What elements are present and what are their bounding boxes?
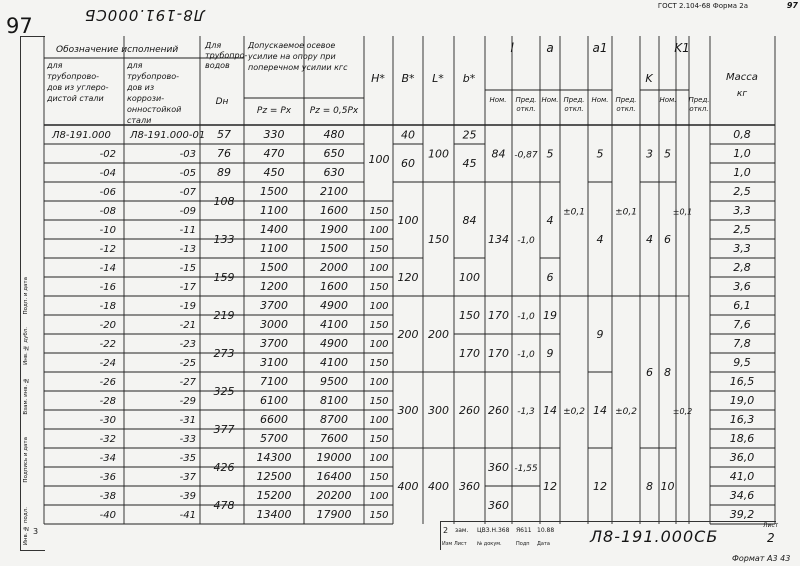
header-otkl: откл. (516, 105, 536, 113)
sidebar-label: Инв. № дубл. (23, 327, 29, 365)
force-pz-half: 4900 (320, 299, 348, 312)
b-value: 45 (462, 157, 477, 170)
designation-stainless: Л8-191.000-01 (130, 130, 206, 141)
sidebar-label: Подпись и дата (23, 437, 29, 483)
a-nom: 14 (543, 404, 557, 417)
mass-value: 18,6 (729, 432, 755, 445)
header-a1: a1 (592, 41, 608, 55)
force-pz-half: 2000 (320, 261, 348, 274)
designation-stainless: -19 (179, 301, 196, 312)
l-deviation: -1,0 (517, 312, 535, 322)
l-nom: 84 (491, 147, 506, 161)
b-star-value: 40 (401, 128, 415, 142)
force-pz-px: 3700 (260, 299, 288, 312)
b-star-value: 400 (397, 480, 419, 493)
designation-carbon: -04 (99, 168, 116, 179)
document-code: Л8-191.000СБ (590, 527, 719, 546)
k-value: 8 (646, 480, 653, 493)
force-pz-px: 1500 (260, 185, 288, 198)
a1-nom: 14 (593, 404, 607, 417)
a1-nom: 5 (596, 147, 604, 161)
header-mass: Масса (726, 72, 758, 83)
stamp-label: № докум. (477, 541, 502, 547)
header-nom: Ном. (541, 96, 559, 104)
designation-stainless: -11 (179, 225, 196, 236)
stamp-label: Подп (516, 541, 530, 547)
k-value: 6 (646, 366, 653, 379)
stamp-note: зам. (455, 527, 469, 534)
designation-stainless: -17 (179, 282, 196, 293)
header-k1: K1 (674, 41, 690, 55)
designation-carbon: -20 (99, 320, 116, 331)
force-pz-half: 8100 (320, 394, 348, 407)
h-value: 100 (369, 225, 389, 236)
dn-value: 76 (217, 147, 231, 160)
header-nom: Ном. (489, 96, 507, 104)
designation-carbon: -14 (99, 263, 116, 274)
h-value: 150 (369, 206, 389, 217)
k1-tolerance: ±0,2 (672, 407, 693, 416)
force-pz-px: 450 (263, 166, 285, 179)
header-pz-px: Pz = Px (256, 106, 292, 116)
a-nom: 5 (546, 147, 554, 161)
designation-carbon: Л8-191.000 (52, 130, 111, 141)
l-star-value: 150 (428, 233, 449, 246)
force-pz-half: 4100 (320, 318, 348, 331)
dn-value: 159 (213, 271, 235, 284)
header-k: K (645, 72, 653, 85)
l-deviation: -1,0 (517, 236, 535, 246)
header-otkl: откл. (564, 105, 584, 113)
sidebar-label: Инв. № подл. (23, 507, 29, 546)
header-pred: Пред. (615, 96, 637, 104)
designation-stainless: -05 (179, 168, 196, 179)
force-pz-half: 4900 (320, 337, 348, 350)
b-value: 170 (459, 347, 480, 360)
k-value: 4 (646, 233, 653, 246)
header-pipe-for: водов (205, 61, 230, 70)
force-pz-half: 19000 (316, 451, 352, 464)
a-nom: 19 (543, 309, 557, 322)
designation-carbon: -10 (99, 225, 116, 236)
b-value: 360 (459, 480, 480, 493)
format-label (732, 554, 790, 563)
designation-stainless: -27 (179, 377, 196, 388)
dn-value: 89 (217, 166, 231, 179)
format-extra: 43 (780, 554, 791, 563)
b-value: 25 (462, 128, 477, 142)
b-star-value: 300 (397, 404, 419, 417)
designation-stainless: -15 (179, 263, 196, 274)
l-star-value: 300 (428, 404, 449, 417)
k1-tolerance: ±0,1 (672, 207, 693, 217)
l-deviation: -0,87 (514, 150, 538, 161)
sheet-label: Лист (763, 522, 779, 529)
sidebar-label: Взам. инв. № (23, 377, 29, 415)
designation-carbon: -06 (99, 187, 116, 198)
header-stainless-steel: дов из (127, 83, 155, 92)
designation-stainless: -09 (179, 206, 196, 217)
designation-carbon: -24 (99, 358, 116, 369)
header-dn: Dн (215, 97, 229, 107)
dn-value: 377 (213, 423, 235, 436)
header-carbon-steel: для (47, 61, 63, 70)
force-pz-half: 650 (323, 147, 345, 160)
k1-nom: 5 (664, 147, 671, 161)
a-nom: 12 (543, 480, 557, 493)
header-nom: Ном. (659, 96, 677, 104)
designation-carbon: -32 (99, 434, 116, 445)
designation-stainless: -29 (179, 396, 196, 407)
header-otkl: откл. (616, 105, 636, 113)
force-pz-px: 12500 (256, 470, 292, 483)
force-pz-half: 2100 (320, 185, 348, 198)
force-pz-half: 8700 (320, 413, 348, 426)
designation-carbon: -18 (99, 301, 116, 312)
dn-value: 57 (217, 128, 231, 141)
dn-value: 219 (213, 309, 235, 322)
inverted-document-code: Л8-191.000СБ (84, 6, 206, 24)
force-pz-half: 9500 (320, 375, 348, 388)
mass-value: 34,6 (729, 489, 755, 502)
designation-stainless: -03 (179, 149, 196, 160)
stamp-notice: ЦВЗ.Н.368 (477, 527, 510, 534)
force-pz-half: 1500 (320, 242, 348, 255)
force-pz-px: 6100 (260, 394, 288, 407)
header-stainless-steel: коррози- (127, 94, 165, 103)
mass-value: 9,5 (733, 356, 751, 369)
h-value: 150 (369, 320, 389, 331)
sheet-number: 2 (767, 531, 775, 545)
header-stainless-steel: для (127, 61, 143, 70)
a1-nom: 4 (596, 233, 604, 246)
h-value: 150 (369, 358, 389, 369)
mass-value: 41,0 (729, 470, 755, 483)
header-allowed-force: Допускаемое осевое (248, 41, 336, 50)
mass-value: 39,2 (729, 508, 755, 521)
format-text: Формат А3 (732, 554, 778, 563)
force-pz-px: 1100 (260, 242, 288, 255)
a-nom: 9 (546, 347, 554, 360)
header-stainless-steel: стали (127, 116, 152, 125)
designation-stainless: -41 (179, 510, 196, 521)
h-value: 100 (369, 263, 389, 274)
force-pz-px: 470 (263, 147, 285, 160)
designation-carbon: -22 (99, 339, 116, 350)
header-h: H* (371, 72, 385, 85)
k-value: 3 (646, 147, 653, 161)
mass-value: 6,1 (733, 299, 751, 312)
l-nom: 360 (488, 499, 509, 512)
force-pz-half: 630 (323, 166, 345, 179)
l-nom: 170 (488, 347, 509, 360)
designation-carbon: -40 (99, 510, 116, 521)
mass-value: 1,0 (733, 147, 751, 160)
a-tolerance: ±0,2 (563, 407, 585, 417)
designation-carbon: -02 (99, 149, 116, 160)
header-l-star: L* (432, 72, 444, 85)
l-nom: 260 (488, 404, 509, 417)
force-pz-px: 330 (263, 128, 285, 141)
gost-label: ГОСТ 2.104-68 Форма 2а (657, 2, 748, 10)
dn-value: 108 (213, 195, 235, 208)
header-stainless-steel: онностойкой (127, 105, 182, 114)
dn-value: 325 (213, 385, 235, 398)
h-value: 100 (369, 453, 389, 464)
force-pz-px: 1200 (260, 280, 288, 293)
header-allowed-force: усилие на опору при (248, 52, 336, 61)
designation-carbon: -16 (99, 282, 116, 293)
header-pipe-for: трубопро- (205, 51, 248, 60)
l-nom: 170 (488, 309, 509, 322)
header-allowed-force: поперечном усилии кгс (248, 63, 348, 72)
header-pipe-for: Для (205, 41, 222, 50)
designation-stainless: -21 (179, 320, 196, 331)
mass-value: 19,0 (729, 394, 755, 407)
b-star-value: 120 (397, 271, 419, 284)
mass-value: 2,5 (733, 223, 751, 236)
stamp-label: Лист (454, 541, 467, 547)
designation-stainless: -07 (179, 187, 196, 198)
force-pz-px: 1400 (260, 223, 288, 236)
mass-value: 1,0 (733, 166, 751, 179)
b-star-value: 200 (397, 328, 419, 341)
mass-value: 7,6 (733, 318, 751, 331)
mass-value: 36,0 (729, 451, 755, 464)
h-value: 100 (369, 339, 389, 350)
designation-stainless: -33 (179, 434, 196, 445)
dn-value: 478 (213, 499, 235, 512)
l-deviation: -1,55 (514, 464, 538, 474)
h-value: 150 (369, 282, 389, 293)
force-pz-half: 17900 (316, 508, 352, 521)
designation-carbon: -28 (99, 396, 116, 407)
h-value: 150 (369, 396, 389, 407)
header-carbon-steel: дистой стали (47, 94, 104, 103)
dn-value: 133 (213, 233, 235, 246)
header-a: a (546, 41, 554, 55)
header-otkl: откл. (689, 105, 709, 113)
sidebar-value: 3 (33, 527, 39, 536)
designation-stainless: -25 (179, 358, 196, 369)
b-star-value: 60 (401, 157, 415, 170)
corner-page-number: 97 (786, 1, 798, 10)
table-text (46, 41, 758, 521)
k1-nom: 8 (664, 366, 671, 379)
header-l: l (510, 41, 514, 55)
a-nom: 6 (546, 271, 554, 284)
designation-carbon: -26 (99, 377, 116, 388)
header-designation: Обозначение исполнений (56, 45, 179, 55)
mass-value: 7,8 (733, 337, 751, 350)
designation-carbon: -38 (99, 491, 116, 502)
h-value: 100 (369, 301, 389, 312)
h-value: 100 (369, 377, 389, 388)
b-value: 84 (462, 214, 477, 227)
a-nom: 4 (546, 214, 554, 227)
designation-stainless: -13 (179, 244, 196, 255)
designation-carbon: -30 (99, 415, 116, 426)
force-pz-half: 1600 (320, 280, 348, 293)
force-pz-px: 1500 (260, 261, 288, 274)
b-value: 260 (459, 404, 480, 417)
force-pz-px: 7100 (260, 375, 288, 388)
l-nom: 134 (488, 233, 509, 246)
designation-carbon: -12 (99, 244, 116, 255)
header-pz-half: Pz = 0,5Px (309, 106, 359, 116)
force-pz-px: 3700 (260, 337, 288, 350)
h-value: 100 (369, 415, 389, 426)
force-pz-half: 20200 (316, 489, 352, 502)
force-pz-half: 7600 (320, 432, 348, 445)
b-star-value: 100 (397, 214, 419, 227)
header-kg: кг (736, 89, 748, 99)
mass-value: 2,5 (733, 185, 751, 198)
h-value: 100 (368, 153, 390, 166)
force-pz-px: 13400 (256, 508, 292, 521)
force-pz-half: 1900 (320, 223, 348, 236)
a1-tolerance: ±0,2 (615, 407, 637, 417)
designation-stainless: -39 (179, 491, 196, 502)
h-value: 150 (369, 472, 389, 483)
mass-value: 0,8 (733, 128, 751, 141)
h-value: 150 (369, 510, 389, 521)
stamp-label: Дата (537, 541, 550, 547)
stamp-date: 10.88 (537, 527, 555, 534)
k1-nom: 10 (660, 480, 675, 493)
mass-value: 2,8 (733, 261, 751, 274)
force-pz-px: 1100 (260, 204, 288, 217)
mass-value: 3,3 (733, 242, 751, 255)
designation-stainless: -31 (179, 415, 196, 426)
force-pz-half: 4100 (320, 356, 348, 369)
h-value: 100 (369, 491, 389, 502)
designation-carbon: -08 (99, 206, 116, 217)
l-star-value: 400 (428, 480, 449, 493)
mass-value: 16,5 (729, 375, 755, 388)
force-pz-half: 16400 (316, 470, 352, 483)
designation-stainless: -37 (179, 472, 196, 483)
l-nom: 360 (488, 461, 509, 474)
mass-value: 3,3 (733, 204, 751, 217)
header-nom: Ном. (591, 96, 609, 104)
k1-nom: 6 (664, 233, 671, 246)
stamp-change: 2 (443, 526, 449, 535)
h-value: 150 (369, 434, 389, 445)
mass-value: 3,6 (733, 280, 751, 293)
a1-tolerance: ±0,1 (615, 207, 637, 218)
force-pz-px: 14300 (256, 451, 292, 464)
force-pz-px: 3000 (260, 318, 288, 331)
header-pred: Пред. (688, 96, 710, 104)
force-pz-px: 3100 (260, 356, 288, 369)
force-pz-px: 5700 (260, 432, 288, 445)
designation-stainless: -23 (179, 339, 196, 350)
page-number: 97 (6, 14, 33, 38)
mass-value: 16,3 (729, 413, 755, 426)
b-value: 150 (459, 309, 480, 322)
force-pz-px: 15200 (256, 489, 292, 502)
force-pz-half: 1600 (320, 204, 348, 217)
l-deviation: -1,3 (517, 407, 535, 417)
l-star-value: 100 (428, 147, 449, 161)
header-stainless-steel: трубопрово- (127, 72, 179, 81)
dn-value: 426 (213, 461, 235, 474)
dn-value: 273 (213, 347, 235, 360)
a1-nom: 9 (596, 328, 604, 341)
header-b-star: B* (401, 72, 415, 85)
header-carbon-steel: трубопрово- (47, 72, 99, 81)
sidebar-label: Подп. и дата (23, 277, 29, 315)
designation-carbon: -34 (99, 453, 116, 464)
force-pz-half: 480 (323, 128, 345, 141)
header-carbon-steel: дов из углеро- (47, 83, 109, 92)
header-b: b* (462, 72, 476, 85)
designation-stainless: -35 (179, 453, 196, 464)
stamp-sign: Я611 (516, 527, 532, 534)
stamp-label: Изм (442, 541, 453, 547)
a1-nom: 12 (593, 480, 607, 493)
designation-carbon: -36 (99, 472, 116, 483)
l-star-value: 200 (428, 328, 449, 341)
force-pz-px: 6600 (260, 413, 288, 426)
a-tolerance: ±0,1 (563, 207, 585, 218)
header-pred: Пред. (563, 96, 585, 104)
h-value: 150 (369, 244, 389, 255)
l-deviation: -1,0 (517, 350, 535, 360)
b-value: 100 (459, 271, 480, 284)
header-pred: Пред. (515, 96, 537, 104)
